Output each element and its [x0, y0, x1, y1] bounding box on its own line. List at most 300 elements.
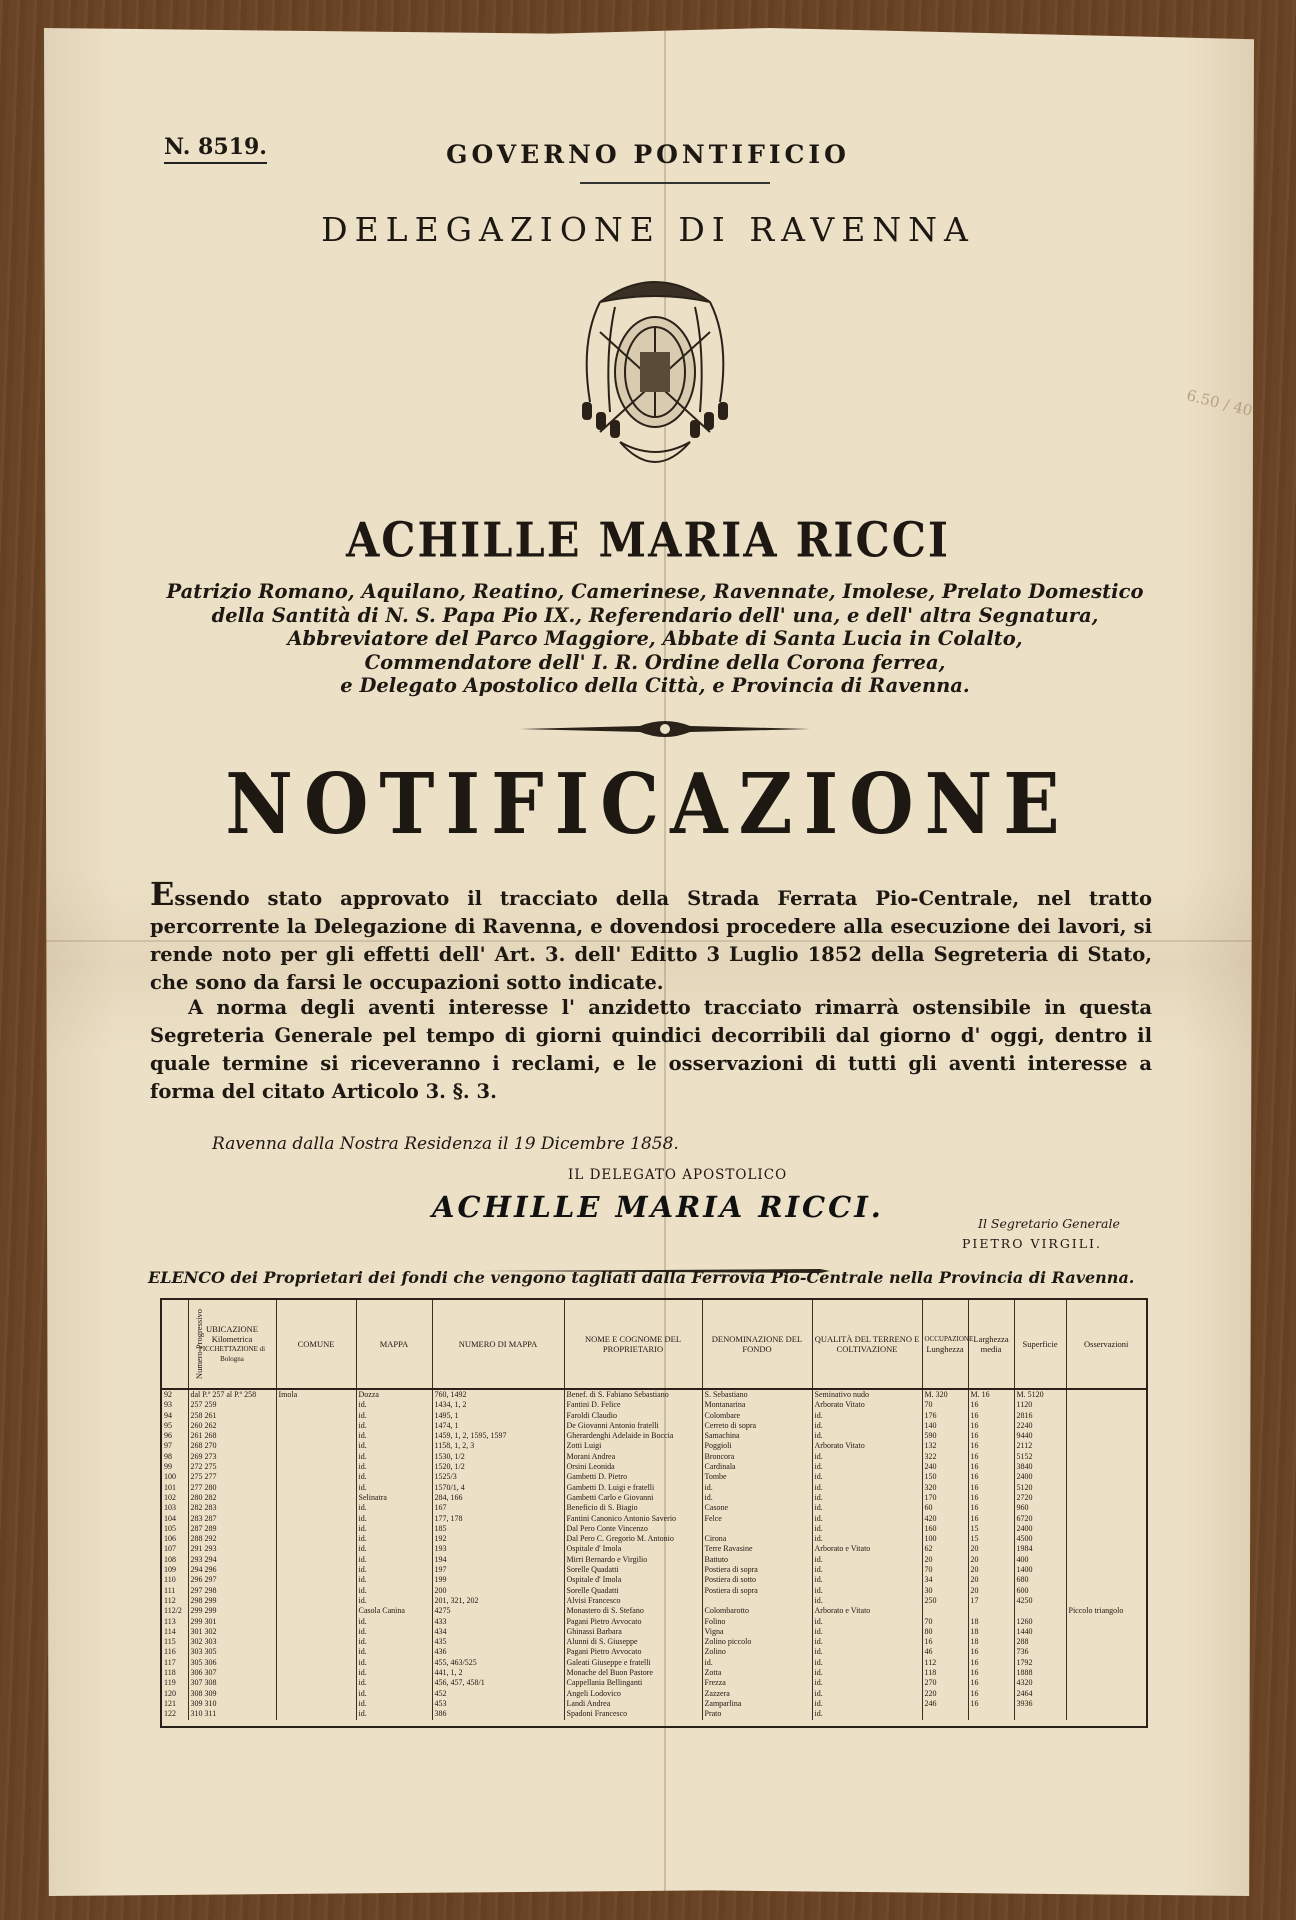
table-cell-com [276, 1400, 356, 1410]
table-cell-ub: 268 270 [188, 1441, 276, 1451]
table-cell-com [276, 1441, 356, 1451]
secretary-name: PIETRO VIRGILI. [962, 1236, 1102, 1251]
table-cell-com [276, 1483, 356, 1493]
table-cell-num: 192 [432, 1534, 564, 1544]
table-cell-oss [1066, 1514, 1146, 1524]
table-cell-den: Postiera di sotto [702, 1575, 812, 1585]
table-cell-lar: M. 16 [968, 1389, 1014, 1400]
table-cell-sup [1014, 1709, 1066, 1719]
heading-rule [580, 182, 770, 184]
table-cell-sup: 1984 [1014, 1544, 1066, 1554]
table-cell-com [276, 1472, 356, 1482]
table-cell-n: 105 [162, 1524, 188, 1534]
table-cell-map: id. [356, 1689, 432, 1699]
table-cell-den: Colombare [702, 1411, 812, 1421]
table-cell-n: 92 [162, 1389, 188, 1400]
table-cell-com [276, 1709, 356, 1719]
table-cell-nome: Cappellania Bellinganti [564, 1678, 702, 1688]
table-cell-nome: Gambetti D. Luigi e fratelli [564, 1483, 702, 1493]
table-cell-lar: 16 [968, 1699, 1014, 1709]
table-cell-oss [1066, 1647, 1146, 1657]
table-cell-com [276, 1637, 356, 1647]
table-cell-qual: id. [812, 1627, 922, 1637]
table-cell-map: id. [356, 1565, 432, 1575]
table-cell-lun: 100 [922, 1534, 968, 1544]
table-cell-den: Prato [702, 1709, 812, 1719]
table-cell-num: 456, 457, 458/1 [432, 1678, 564, 1688]
table-cell-oss [1066, 1534, 1146, 1544]
table-cell-nome: Benef. di S. Fabiano Sebastiano [564, 1389, 702, 1400]
table-cell-num: 1459, 1, 2, 1595, 1597 [432, 1431, 564, 1441]
table-cell-num: 455, 463/525 [432, 1658, 564, 1668]
table-cell-lun: 46 [922, 1647, 968, 1657]
table-cell-n: 116 [162, 1647, 188, 1657]
table-cell-lun: 30 [922, 1586, 968, 1596]
table-cell-com [276, 1596, 356, 1606]
table-cell-n: 117 [162, 1658, 188, 1668]
table-cell-ub: 277 280 [188, 1483, 276, 1493]
table-cell-ub: 309 310 [188, 1699, 276, 1709]
table-cell-den: Battuto [702, 1555, 812, 1565]
table-row [162, 1483, 1146, 1493]
table-cell-ub: 272 275 [188, 1462, 276, 1472]
table-cell-n: 104 [162, 1514, 188, 1524]
table-body [162, 1389, 1146, 1720]
table-cell-oss [1066, 1483, 1146, 1493]
table-cell-n: 113 [162, 1617, 188, 1627]
table-cell-sup: 4500 [1014, 1534, 1066, 1544]
table-cell-lar: 20 [968, 1544, 1014, 1554]
delegation-heading: DELEGAZIONE DI RAVENNA [321, 210, 975, 249]
document-title: NOTIFICAZIONE [225, 756, 1071, 854]
table-cell-sup: 2240 [1014, 1421, 1066, 1431]
table-cell-map: id. [356, 1400, 432, 1410]
table-cell-map: id. [356, 1544, 432, 1554]
table-cell-oss [1066, 1575, 1146, 1585]
table-cell-qual: id. [812, 1575, 922, 1585]
table-cell-lar: 16 [968, 1472, 1014, 1482]
table-cell-com [276, 1575, 356, 1585]
table-cell-oss [1066, 1658, 1146, 1668]
table-row [162, 1699, 1146, 1709]
table-cell-oss [1066, 1493, 1146, 1503]
table-cell-qual: id. [812, 1617, 922, 1627]
owners-table [160, 1298, 1148, 1728]
table-cell-den: Tombe [702, 1472, 812, 1482]
table-cell-ub: 261 268 [188, 1431, 276, 1441]
table-cell-sup: 4250 [1014, 1596, 1066, 1606]
table-row [162, 1431, 1146, 1441]
table-cell-num: 201, 321, 202 [432, 1596, 564, 1606]
table-cell-n: 94 [162, 1411, 188, 1421]
table-cell-ub: 310 311 [188, 1709, 276, 1719]
table-cell-com [276, 1565, 356, 1575]
table-cell-sup: 2112 [1014, 1441, 1066, 1451]
table-cell-sup: 5152 [1014, 1452, 1066, 1462]
table-cell-oss [1066, 1627, 1146, 1637]
table-cell-lun: 16 [922, 1637, 968, 1647]
table-cell-qual: id. [812, 1514, 922, 1524]
table-cell-sup: 600 [1014, 1586, 1066, 1596]
table-cell-map: id. [356, 1514, 432, 1524]
table-cell-lun: 240 [922, 1462, 968, 1472]
table-cell-den: Zotta [702, 1668, 812, 1678]
table-cell-qual: Arborato Vitato [812, 1441, 922, 1451]
table-cell-den: Casone [702, 1503, 812, 1513]
table-cell-n: 107 [162, 1544, 188, 1554]
table-row [162, 1524, 1146, 1534]
table-cell-nome: Alvisi Francesco [564, 1596, 702, 1606]
table-cell-lun: 176 [922, 1411, 968, 1421]
table-cell-lar: 15 [968, 1534, 1014, 1544]
title-line: Commendatore dell' I. R. Ordine della Corona ferrea, [364, 650, 946, 674]
table-cell-n: 108 [162, 1555, 188, 1565]
table-cell-ub: 306 307 [188, 1668, 276, 1678]
table-cell-com [276, 1421, 356, 1431]
table-cell-lar: 15 [968, 1524, 1014, 1534]
table-cell-map: id. [356, 1575, 432, 1585]
table-cell-num: 1520, 1/2 [432, 1462, 564, 1472]
table-cell-map: id. [356, 1658, 432, 1668]
table-cell-ub: 258 261 [188, 1411, 276, 1421]
table-cell-lun: 60 [922, 1503, 968, 1513]
table-cell-den: Terre Ravasine [702, 1544, 812, 1554]
table-cell-n: 102 [162, 1493, 188, 1503]
table-cell-ub: 303 305 [188, 1647, 276, 1657]
header-qualita: QUALITÀ DEL TERRENO E COLTIVAZIONE [812, 1300, 922, 1389]
table-cell-nome: Ghinassi Barbara [564, 1627, 702, 1637]
table-cell-den: Cardinala [702, 1462, 812, 1472]
table-cell-ub: 294 296 [188, 1565, 276, 1575]
table-cell-ub: 308 309 [188, 1689, 276, 1699]
table-cell-com [276, 1462, 356, 1472]
table-cell-n: 103 [162, 1503, 188, 1513]
table-cell-qual: id. [812, 1462, 922, 1472]
table-cell-oss [1066, 1565, 1146, 1575]
table-cell-n: 120 [162, 1689, 188, 1699]
table-cell-lar: 16 [968, 1431, 1014, 1441]
table-cell-num: 199 [432, 1575, 564, 1585]
table-cell-lun: 132 [922, 1441, 968, 1451]
table-cell-den: Postiera di sopra [702, 1586, 812, 1596]
table-cell-sup: M. 5120 [1014, 1389, 1066, 1400]
table-row [162, 1544, 1146, 1554]
paragraph-text: ssendo stato approvato il tracciato della Strada Ferrata Pio-Centrale, nel tratto percorrente la Delegazione di Ravenna, e dovendosi procedere alla esecuzione dei lavori, si rende noto per gli effetti dell' Art. 3. dell' Editto 3 Luglio 1852 della Segreteria di Stato, che sono da farsi le occupazioni sotto indicate. [150, 887, 1152, 994]
table-cell-den: Vigna [702, 1627, 812, 1637]
table-cell-ub: 269 273 [188, 1452, 276, 1462]
table-cell-map: id. [356, 1678, 432, 1688]
table-cell-n: 97 [162, 1441, 188, 1451]
table-cell-qual: id. [812, 1493, 922, 1503]
table-cell-n: 101 [162, 1483, 188, 1493]
table-cell-map: id. [356, 1411, 432, 1421]
table-cell-ub: 291 293 [188, 1544, 276, 1554]
table-cell-n: 106 [162, 1534, 188, 1544]
table-cell-sup: 1440 [1014, 1627, 1066, 1637]
table-cell-sup: 1120 [1014, 1400, 1066, 1410]
table-cell-den: Frezza [702, 1678, 812, 1688]
table-cell-den: id. [702, 1658, 812, 1668]
table-cell-lar: 16 [968, 1493, 1014, 1503]
title-line: e Delegato Apostolico della Città, e Provincia di Ravenna. [340, 674, 970, 697]
table-row [162, 1637, 1146, 1647]
table-cell-oss [1066, 1544, 1146, 1554]
table-cell-qual: Arborato e Vitato [812, 1606, 922, 1616]
delegate-title: IL DELEGATO APOSTOLICO [568, 1167, 788, 1183]
table-cell-n: 119 [162, 1678, 188, 1688]
table-cell-lar: 16 [968, 1411, 1014, 1421]
table-cell-lar: 20 [968, 1586, 1014, 1596]
table-cell-com: Imola [276, 1389, 356, 1400]
table-cell-num: 433 [432, 1617, 564, 1627]
table-cell-den: Folino [702, 1617, 812, 1627]
table-cell-ub: 287 289 [188, 1524, 276, 1534]
table-cell-den: Zazzera [702, 1689, 812, 1699]
table-cell-lar: 16 [968, 1668, 1014, 1678]
table-row [162, 1503, 1146, 1513]
table-cell-nome: Pagani Pietro Avvocato [564, 1617, 702, 1627]
table-cell-num: 193 [432, 1544, 564, 1554]
table-cell-den: Zolino [702, 1647, 812, 1657]
table-cell-nome: Ospitale d' Imola [564, 1575, 702, 1585]
table-cell-lar: 16 [968, 1658, 1014, 1668]
table-cell-lun [922, 1709, 968, 1719]
table-cell-den: Poggioli [702, 1441, 812, 1451]
table-cell-num: 194 [432, 1555, 564, 1565]
table-cell-ub: 283 287 [188, 1514, 276, 1524]
table-cell-lar: 20 [968, 1575, 1014, 1585]
date-line: Ravenna dalla Nostra Residenza il 19 Dicembre 1858. [212, 1134, 679, 1154]
table-cell-com [276, 1534, 356, 1544]
table-row [162, 1658, 1146, 1668]
table-cell-sup: 5120 [1014, 1483, 1066, 1493]
table-row [162, 1452, 1146, 1462]
table-cell-map: id. [356, 1627, 432, 1637]
table-cell-com [276, 1411, 356, 1421]
table-cell-nome: Gambetti Carlo e Giovanni [564, 1493, 702, 1503]
table-cell-lun: 80 [922, 1627, 968, 1637]
table-cell-oss [1066, 1596, 1146, 1606]
table-cell-n: 112 [162, 1596, 188, 1606]
table-cell-qual: id. [812, 1678, 922, 1688]
table-cell-n: 111 [162, 1586, 188, 1596]
table-row [162, 1668, 1146, 1678]
table-cell-map: id. [356, 1524, 432, 1534]
table-cell-nome: Fantini Canonico Antonio Saverio [564, 1514, 702, 1524]
table-row [162, 1647, 1146, 1657]
table-cell-oss [1066, 1689, 1146, 1699]
table-row [162, 1472, 1146, 1482]
secretary-title: Il Segretario Generale [978, 1216, 1120, 1231]
table-cell-map: id. [356, 1586, 432, 1596]
government-heading: GOVERNO PONTIFICIO [446, 140, 850, 169]
table-row [162, 1411, 1146, 1421]
table-cell-lun: 420 [922, 1514, 968, 1524]
table-cell-lar: 16 [968, 1678, 1014, 1688]
table-cell-qual: id. [812, 1421, 922, 1431]
table-cell-sup: 3936 [1014, 1699, 1066, 1709]
table-cell-n: 114 [162, 1627, 188, 1637]
table-cell-qual: id. [812, 1411, 922, 1421]
table-row [162, 1617, 1146, 1627]
table-cell-nome: Monastero di S. Stefano [564, 1606, 702, 1616]
table-cell-den: Montanarina [702, 1400, 812, 1410]
table-cell-qual: id. [812, 1503, 922, 1513]
table-cell-den: Broncora [702, 1452, 812, 1462]
table-cell-com [276, 1606, 356, 1616]
table-cell-nome: Spadoni Francesco [564, 1709, 702, 1719]
table-cell-n: 95 [162, 1421, 188, 1431]
table-cell-num: 185 [432, 1524, 564, 1534]
table-cell-nome: Sorelle Quadatti [564, 1565, 702, 1575]
table-cell-ub: 302 303 [188, 1637, 276, 1647]
table-cell-ub: 260 262 [188, 1421, 276, 1431]
table-cell-map: id. [356, 1534, 432, 1544]
table-cell-lar: 16 [968, 1462, 1014, 1472]
title-line: Patrizio Romano, Aquilano, Reatino, Camerinese, Ravennate, Imolese, Prelato Domestico [166, 580, 1144, 603]
table-cell-com [276, 1668, 356, 1678]
table-cell-com [276, 1699, 356, 1709]
table-cell-nome: Pagani Pietro Avvocato [564, 1647, 702, 1657]
table-cell-sup: 2816 [1014, 1411, 1066, 1421]
table-cell-lar: 17 [968, 1596, 1014, 1606]
table-cell-ub: 296 297 [188, 1575, 276, 1585]
official-titles [160, 580, 1150, 698]
table-row [162, 1596, 1146, 1606]
table-cell-n: 115 [162, 1637, 188, 1647]
table-row [162, 1627, 1146, 1637]
table-cell-ub: 301 302 [188, 1627, 276, 1637]
table-cell-nome: Orsini Leonida [564, 1462, 702, 1472]
table-cell-num: 1474, 1 [432, 1421, 564, 1431]
table-cell-qual: id. [812, 1699, 922, 1709]
official-name: ACHILLE MARIA RICCI [345, 513, 951, 569]
table-cell-den: Colombarotto [702, 1606, 812, 1616]
table-cell-com [276, 1678, 356, 1688]
header-denominazione: DENOMINAZIONE DEL FONDO [702, 1300, 812, 1389]
table-cell-num: 1525/3 [432, 1472, 564, 1482]
table-cell-lun: 62 [922, 1544, 968, 1554]
table-cell-den [702, 1596, 812, 1606]
header-mappa: MAPPA [356, 1300, 432, 1389]
table-cell-com [276, 1658, 356, 1668]
table-cell-oss [1066, 1637, 1146, 1647]
table-cell-qual: Seminativo nudo [812, 1389, 922, 1400]
table-cell-oss [1066, 1709, 1146, 1719]
table-row [162, 1586, 1146, 1596]
body-paragraph-1 [150, 875, 1152, 997]
table-cell-lar: 16 [968, 1503, 1014, 1513]
table-cell-map: id. [356, 1555, 432, 1565]
table-cell-n: 96 [162, 1431, 188, 1441]
table-cell-den: S. Sebastiano [702, 1389, 812, 1400]
table-cell-sup: 960 [1014, 1503, 1066, 1513]
table-cell-num: 436 [432, 1647, 564, 1657]
table-cell-lar: 16 [968, 1452, 1014, 1462]
table-cell-lun: 246 [922, 1699, 968, 1709]
table-cell-lun: 118 [922, 1668, 968, 1678]
table-row [162, 1689, 1146, 1699]
table-row [162, 1565, 1146, 1575]
table-cell-map: id. [356, 1452, 432, 1462]
table-cell-sup: 288 [1014, 1637, 1066, 1647]
table-cell-sup: 6720 [1014, 1514, 1066, 1524]
table-caption: ELENCO dei Proprietari dei fondi che vengono tagliati dalla Ferrovia Pio-Centrale nella Provincia di Ravenna. [148, 1268, 1135, 1287]
table-cell-den: Cerreto di sopra [702, 1421, 812, 1431]
header-superficie: Superficie [1014, 1300, 1066, 1389]
table-cell-ub: 297 298 [188, 1586, 276, 1596]
table-cell-num: 177, 178 [432, 1514, 564, 1524]
table-row [162, 1709, 1146, 1719]
table-cell-lar [968, 1709, 1014, 1719]
table-cell-nome: Morani Andrea [564, 1452, 702, 1462]
table-cell-lun: 270 [922, 1678, 968, 1688]
table-cell-den: Postiera di sopra [702, 1565, 812, 1575]
table-cell-lun: 70 [922, 1617, 968, 1627]
table-cell-oss [1066, 1678, 1146, 1688]
table-row [162, 1462, 1146, 1472]
table-cell-lar: 18 [968, 1617, 1014, 1627]
table-cell-lun: M. 320 [922, 1389, 968, 1400]
table-row [162, 1493, 1146, 1503]
table-cell-num: 1570/1, 4 [432, 1483, 564, 1493]
table-cell-num: 200 [432, 1586, 564, 1596]
header-ubicazione: UBICAZIONE Kilometrica PICCHETTAZIONE di Bologna [188, 1300, 276, 1389]
table-cell-nome: Angeli Lodovico [564, 1689, 702, 1699]
table-cell-num: 435 [432, 1637, 564, 1647]
table-cell-nome: Fantini D. Felice [564, 1400, 702, 1410]
pencil-annotation: 6.50 / 40 [1184, 386, 1255, 420]
table-cell-com [276, 1452, 356, 1462]
header-num: Numero Progressivo [162, 1300, 188, 1389]
document-number: N. 8519. [164, 134, 267, 164]
table-cell-lun: 150 [922, 1472, 968, 1482]
table-cell-lar: 16 [968, 1421, 1014, 1431]
drop-cap: E [150, 875, 175, 913]
table-cell-com [276, 1514, 356, 1524]
table-cell-nome: Landi Andrea [564, 1699, 702, 1709]
table-cell-n: 100 [162, 1472, 188, 1482]
table-row [162, 1441, 1146, 1451]
table-cell-num: 1434, 1, 2 [432, 1400, 564, 1410]
table-row [162, 1534, 1146, 1544]
header-numero: NUMERO DI MAPPA [432, 1300, 564, 1389]
table-cell-den [702, 1524, 812, 1534]
table-cell-lar: 16 [968, 1647, 1014, 1657]
table-cell-sup: 2720 [1014, 1493, 1066, 1503]
table-cell-lun: 170 [922, 1493, 968, 1503]
table-cell-sup: 1792 [1014, 1658, 1066, 1668]
table-cell-sup: 736 [1014, 1647, 1066, 1657]
table-cell-sup: 1888 [1014, 1668, 1066, 1678]
table-cell-n: 98 [162, 1452, 188, 1462]
table-cell-map: id. [356, 1637, 432, 1647]
table-cell-oss [1066, 1586, 1146, 1596]
table-cell-num: 1530, 1/2 [432, 1452, 564, 1462]
table-cell-qual: Arborato e Vitato [812, 1544, 922, 1554]
table-cell-ub: dal P.º 257 al P.º 258 [188, 1389, 276, 1400]
table-cell-sup: 2400 [1014, 1524, 1066, 1534]
table-cell-lun [922, 1606, 968, 1616]
table-cell-qual: id. [812, 1658, 922, 1668]
table-cell-num: 453 [432, 1699, 564, 1709]
table-cell-sup: 1400 [1014, 1565, 1066, 1575]
table-cell-nome: Faroldi Claudio [564, 1411, 702, 1421]
table-cell-oss [1066, 1452, 1146, 1462]
table-cell-sup [1014, 1606, 1066, 1616]
table-cell-com [276, 1524, 356, 1534]
table-cell-map: id. [356, 1441, 432, 1451]
